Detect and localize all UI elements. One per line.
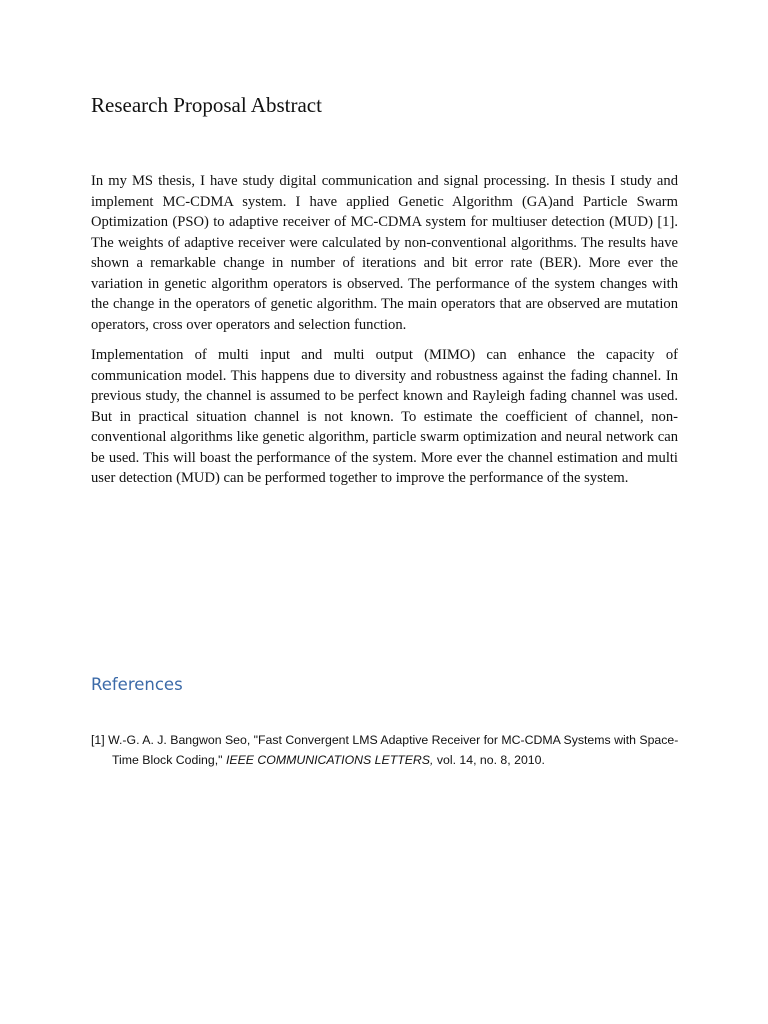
abstract-paragraph-1: In my MS thesis, I have study digital communication and signal processing. In thesis I study and implement MC-CDMA system. I have applied Genetic Algorithm (GA)and Particle Swarm Optimization (PSO) to adaptive receiver of MC-CDMA system for multiuser detection (MUD) [1]. The weights of adaptive receiver were calculated by non-conventional algorithms. The results have shown a remarkable change in number of iterations and bit error rate (BER). More ever the variation in genetic algorithm operators is observed. The performance of the system changes with the change in the operators of genetic algorithm. The main operators that are observed are mutation operators, cross over operators and selection function. bbox=[91, 173, 678, 333]
reference-1-details: vol. 14, no. 8, 2010. bbox=[433, 753, 545, 767]
reference-1-journal: IEEE COMMUNICATIONS LETTERS, bbox=[225, 753, 434, 767]
references-heading: References bbox=[91, 675, 183, 694]
abstract-paragraph-2: Implementation of multi input and multi output (MIMO) can enhance the capacity of communication model. This happens due to diversity and robustness against the fading channel. In previous study, the channel is assumed to be perfect known and Rayleigh fading channel was used. But in practical situation channel is not known. To estimate the coefficient of channel, non-conventional algorithms like genetic algorithm, particle swarm optimization and neural network can be used. This will boast the performance of the system. More ever the channel estimation and multi user detection (MUD) can be performed together to improve the performance of the system. bbox=[91, 347, 678, 486]
reference-item-1 bbox=[91, 730, 704, 770]
document-title: Research Proposal Abstract bbox=[91, 93, 322, 117]
reference-1-authors-title: [1] W.-G. A. J. Bangwon Seo, "Fast Convergent LMS Adaptive Receiver for MC-CDMA Systems with Space-Time Block Coding," bbox=[91, 733, 679, 767]
